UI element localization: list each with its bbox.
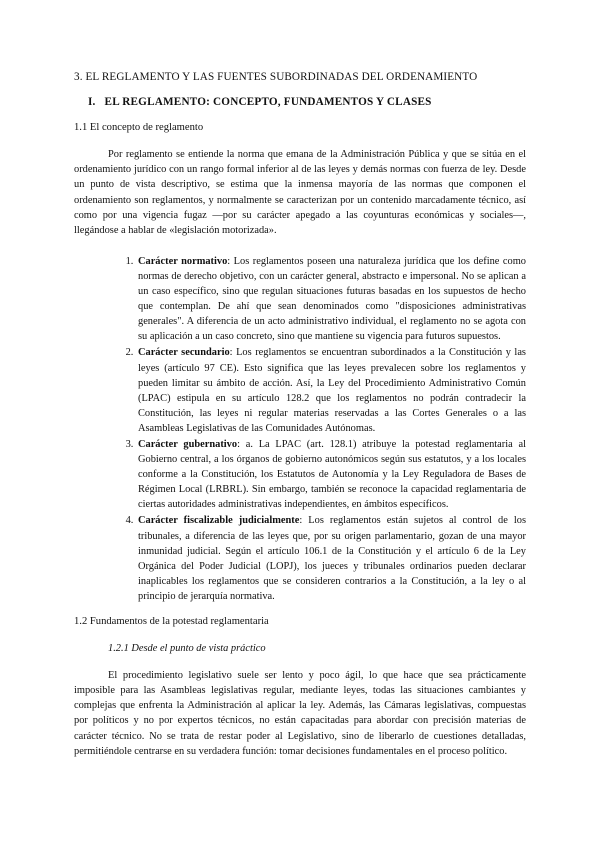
list-item-text: : Los reglamentos se encuentran subordinados a la Constitución y las leyes (artículo 97 CE). Esto significa que las leyes prevalecen sobre los reglamentos y pueden limitar su ámbito de acción. Así, la Ley del Procedimiento Administrativo Común (LPAC) estipula en su artículo 128.2 que los reglamentos no podrán contradecir la Constitución, las leyes ni regular materias reservadas a las Cortes Generales o a las Asambleas Legislativas de las Comunidades Autónomas. [138,347,526,434]
list-item-text: : a. La LPAC (art. 128.1) atribuye la potestad reglamentaria al Gobierno central, a los órganos de gobierno autonómicos según sus estatutos, y a los locales conforme a la Constitución, los Estatutos de Autonomía y la Ley Reguladora de Bases de Régimen Local (LRBRL). Sin embargo, también se reconoce la capacidad reglamentaria de ciertas autoridades administrativas independientes, en ámbitos específicos. [138,438,526,511]
list-item [136,437,526,512]
list-item-term: Carácter normativo [138,255,228,267]
subsection-heading-1-1: 1.1 El concepto de reglamento [74,122,204,134]
list-item [136,345,526,436]
list-item [136,254,526,345]
spacer [74,246,526,254]
characteristics-list [74,254,526,604]
list-item-term: Carácter secundario [138,347,230,359]
list-item-text: : Los reglamentos están sujetos al control de los tribunales, a diferencia de las leyes que, por su origen parlamentario, gozan de una mayor inmunidad judicial. Según el artículo 106.1 de la Constitución y el artículo 6 de la Ley Orgánica del Poder Judicial (LOPJ), los jueces y tribunales ordinarios pueden declarar inaplicables los reglamentos que se consideren contrarios a la Constitución, a la ley o al principio de jerarquía normativa. [138,515,526,602]
list-item [136,513,526,604]
intro-paragraph: Por reglamento se entiende la norma que emana de la Administración Pública y que se sitúa en el ordenamiento jurídico con un rango formal inferior al de las leyes y demás normas con fuerza de ley. Desde un punto de vista descriptivo, se estima que la inmensa mayoría de las normas que componen el ordenamiento son reglamentos, y normalmente se caracterizan por un contenido marcadamente técnico, así como por una vigencia fugaz —por su carácter apegado a las coyunturas económicas y sociales—, llegándose a hablar de «legislación motorizada». [74,149,526,236]
list-item-term: Carácter gubernativo [138,438,238,450]
list-item-text: : Los reglamentos poseen una naturaleza jurídica que los define como normas de derecho objetivo, con un carácter general, abstracto e impersonal. No se aplican a un caso específico, sino que regulan situaciones futuras basadas en los supuestos de hecho que contemplan. De ahí que sean denominados como "disposiciones administrativas generales". A diferencia de un acto administrativo individual, el reglamento no se agota con su aplicación a un caso concreto, sino que mantiene su vigencia para futuros supuestos. [138,255,526,343]
subsection-heading-1-2: 1.2 Fundamentos de la potestad reglamentaria [74,616,269,627]
subsection-heading-1-2-1: 1.2.1 Desde el punto de vista práctico [108,643,266,655]
chapter-title: I. EL REGLAMENTO: CONCEPTO, FUNDAMENTOS Y CLASES [88,96,432,109]
list-item-term: Carácter fiscalizable judicialmente [138,515,300,527]
section-title: 3. EL REGLAMENTO Y LAS FUENTES SUBORDINADAS DEL ORDENAMIENTO [74,71,478,83]
practical-paragraph: El procedimiento legislativo suele ser lento y poco ágil, lo que hace que sea prácticamente imposible para las Asambleas legislativas regular, mediante leyes, todas las situaciones cambiantes y complejas que enfrenta la Administración al aplicar la ley. Además, las Cámaras legislativas, compuestas por políticos y no por expertos técnicos, no están capacitadas para abordar con precisión materias de carácter técnico. No se trata de restar poder al Legislativo, sino de liberarlo de cuestiones detalladas, permitiéndole centrarse en su verdadera función: tomar decisiones fundamentales en el proceso político. [74,670,526,757]
